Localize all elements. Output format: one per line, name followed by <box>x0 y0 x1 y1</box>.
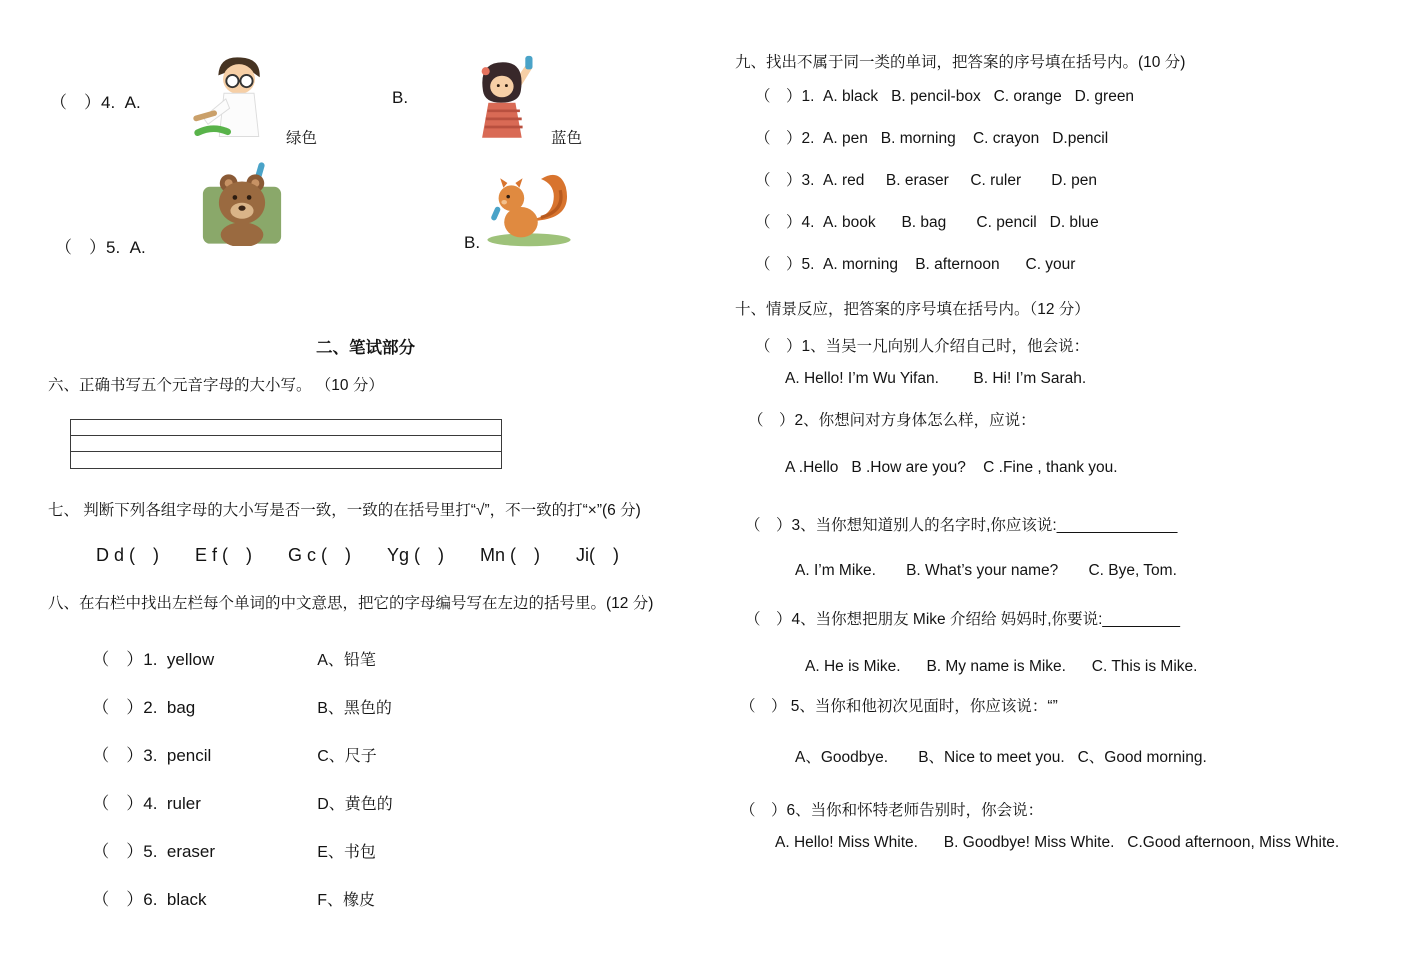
q7-pair: E f ( ) <box>195 545 252 565</box>
q7-pair: Mn ( ) <box>480 545 541 565</box>
q9-item: （ ）5. A. morning B. afternoon C. your <box>755 256 1076 273</box>
q9-item: （ ）3. A. red B. eraser C. ruler D. pen <box>755 172 1097 189</box>
q8-word: （ ）3. pencil <box>92 746 212 765</box>
q5-label: （ ）5. A. <box>55 238 146 257</box>
q4-label: （ ）4. A. <box>50 93 141 112</box>
q8-meaning: A、铅笔 <box>317 652 376 669</box>
q9-item: （ ）4. A. book B. bag C. pencil D. blue <box>755 214 1099 231</box>
q10-options: A. Hello! Miss White. B. Goodbye! Miss White. C.Good afternoon, Miss White. <box>775 834 1340 851</box>
q8-word: （ ）2. bag <box>92 698 196 717</box>
q8-title: 八、在右栏中找出左栏每个单词的中文意思，把它的字母编号写在左边的括号里。(12 分) <box>48 595 654 612</box>
q8-meaning: F、橡皮 <box>317 892 376 909</box>
q7-pair: D d ( ) <box>96 545 159 565</box>
section2-title: 二、笔试部分 <box>316 339 415 357</box>
q8-word: （ ）4. ruler <box>92 794 201 813</box>
q10-options: A. I’m Mike. B. What’s your name? C. Bye, Tom. <box>795 562 1177 579</box>
q9-item: （ ）2. A. pen B. morning C. crayon D.pencil <box>755 130 1109 147</box>
q10-options: A、Goodbye. B、Nice to meet you. C、Good morning. <box>795 749 1207 766</box>
q4-a-caption: 绿色 <box>286 130 318 147</box>
squirrel-image <box>485 170 573 253</box>
q8-meaning: D、黄色的 <box>317 796 393 813</box>
q4-b-caption: 蓝色 <box>551 130 583 147</box>
q8-row <box>75 867 375 928</box>
q8-word: （ ）1. yellow <box>92 650 215 669</box>
q8-meaning: E、书包 <box>317 844 376 861</box>
q8-word: （ ）5. eraser <box>92 842 216 861</box>
q4-b-label: B. <box>392 88 409 107</box>
q8-meaning: B、黑色的 <box>317 700 392 717</box>
q10-question: （ ） 5、当你和他初次见面时，你应该说：“” <box>740 698 1058 715</box>
q7-pair: Ji( ) <box>576 545 620 565</box>
writing-grid <box>70 419 502 469</box>
q8-meaning: C、尺子 <box>317 748 377 765</box>
girl-image <box>456 55 546 150</box>
q7-letter-pairs <box>96 541 619 567</box>
q7-pair: G c ( ) <box>288 545 351 565</box>
q6-title: 六、正确书写五个元音字母的大小写。 （10 分） <box>48 377 384 394</box>
q10-question: （ ）4、当你想把朋友 Mike 介绍给 妈妈时,你要说:_________ <box>745 611 1180 628</box>
q9-title: 九、找出不属于同一类的单词，把答案的序号填在括号内。(10 分) <box>735 54 1186 71</box>
boy-painting-image <box>192 50 286 149</box>
q10-options: A .Hello B .How are you? C .Fine , thank you. <box>785 459 1118 476</box>
q7-pair: Yg ( ) <box>387 545 445 565</box>
q9-item: （ ）1. A. black B. pencil-box C. orange D. green <box>755 88 1135 105</box>
writing-grid-line <box>71 451 501 452</box>
bear-image <box>202 156 282 251</box>
q8-word: （ ）6. black <box>92 890 207 909</box>
q10-options: A. Hello! I’m Wu Yifan. B. Hi! I’m Sarah. <box>785 370 1087 387</box>
q10-question: （ ）6、当你和怀特老师告别时，你会说： <box>740 802 1044 819</box>
q10-title: 十、情景反应，把答案的序号填在括号内。（12 分） <box>735 301 1090 318</box>
q5-b-label: B. <box>464 233 481 252</box>
q10-question: （ ）3、当你想知道别人的名字时,你应该说:______________ <box>745 517 1178 534</box>
q10-options: A. He is Mike. B. My name is Mike. C. This is Mike. <box>805 658 1198 675</box>
q10-question: （ ）2、你想问对方身体怎么样，应说： <box>748 412 1036 429</box>
q7-title: 七、 判断下列各组字母的大小写是否一致，一致的在括号里打“√”，不一致的打“×”(6 分) <box>48 502 641 519</box>
writing-grid-line <box>71 435 501 436</box>
q10-question: （ ）1、当吴一凡向别人介绍自己时，他会说： <box>755 338 1090 355</box>
